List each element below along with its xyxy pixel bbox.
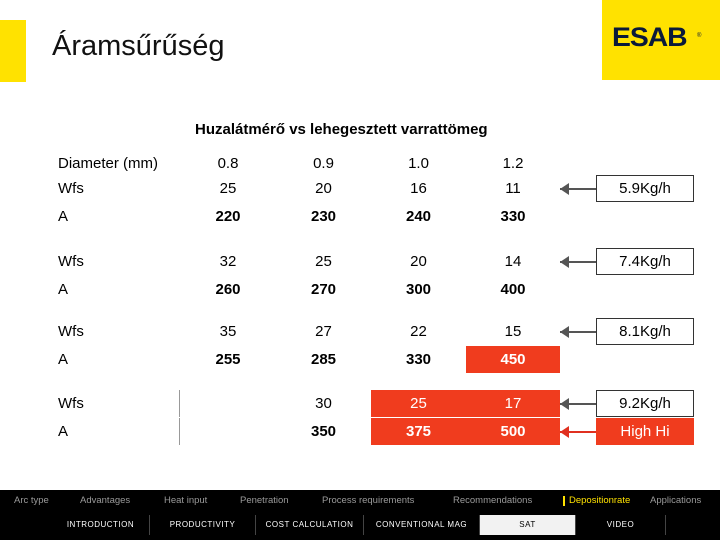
amps-label: A <box>58 208 69 225</box>
wfs-cell: 25 <box>219 180 237 197</box>
wfs-cell: 27 <box>315 323 332 340</box>
wfs-cell: 15 <box>504 323 522 340</box>
amps-cell: 220 <box>215 208 241 225</box>
header-row <box>52 150 560 177</box>
high-rate-box: High Hi <box>596 418 694 445</box>
page-title: Áramsűrűség <box>52 30 225 62</box>
table-row-wfs <box>52 318 560 345</box>
table-row-amps <box>52 418 560 445</box>
wfs-label: Wfs <box>58 253 84 270</box>
wfs-cell: 35 <box>219 323 237 340</box>
table-row-amps <box>52 276 560 303</box>
footer-section-nav <box>0 515 720 537</box>
wfs-cell: 32 <box>219 253 237 270</box>
wfs-cell: 20 <box>410 253 427 270</box>
amps-label: A <box>58 281 69 298</box>
left-arrow-icon <box>560 331 596 333</box>
nav-conventional-mag[interactable]: CONVENTIONAL MAG <box>364 515 480 535</box>
registered-mark: ® <box>697 33 702 39</box>
left-arrow-icon <box>560 261 596 263</box>
wfs-label: Wfs <box>58 323 84 340</box>
nav-sat[interactable]: SAT <box>480 515 576 535</box>
table-row-amps <box>52 346 560 373</box>
left-arrow-icon <box>560 403 596 405</box>
wfs-cell-empty <box>180 390 276 417</box>
left-arrow-icon <box>560 188 596 190</box>
deposition-rate-box: 5.9Kg/h <box>596 175 694 202</box>
wfs-cell: 11 <box>505 180 521 197</box>
nav-depositionrate[interactable]: Depositionrate <box>569 495 631 506</box>
amps-cell: 300 <box>405 281 432 298</box>
nav-heat-input[interactable]: Heat input <box>164 495 208 506</box>
wfs-cell: 25 <box>315 253 332 270</box>
diameter-cell: 1.0 <box>408 155 429 172</box>
amps-cell-highlight: 375 <box>371 418 466 445</box>
deposition-rate-box: 8.1Kg/h <box>596 318 694 345</box>
amps-label: A <box>52 418 180 445</box>
diameter-cell: 1.2 <box>502 155 524 172</box>
nav-recommendations[interactable]: Recommendations <box>453 495 533 506</box>
nav-introduction[interactable]: INTRODUCTION <box>52 515 150 535</box>
table-row-wfs <box>52 248 560 275</box>
logo-text: ESAB <box>612 22 687 52</box>
amps-cell: 400 <box>500 281 526 298</box>
left-arrow-icon <box>560 431 596 433</box>
amps-cell: 330 <box>405 351 432 368</box>
nav-applications[interactable]: Applications <box>650 495 702 506</box>
amps-cell-highlight: 450 <box>466 346 560 373</box>
title-accent-bar <box>0 20 26 82</box>
nav-video[interactable]: VIDEO <box>576 515 666 535</box>
amps-cell: 230 <box>310 208 337 225</box>
nav-process-requirements[interactable]: Process requirements <box>322 495 415 506</box>
wfs-cell: 30 <box>315 395 332 412</box>
diameter-label: Diameter (mm) <box>58 155 158 172</box>
deposition-rate-box: 7.4Kg/h <box>596 248 694 275</box>
nav-penetration[interactable]: Penetration <box>240 495 289 506</box>
diameter-cell: 0.8 <box>217 155 239 172</box>
amps-cell: 330 <box>500 208 526 225</box>
footer-topic-nav <box>0 495 720 513</box>
nav-cost-calculation[interactable]: COST CALCULATION <box>256 515 364 535</box>
wfs-cell: 22 <box>410 323 427 340</box>
wfs-cell-highlight: 17 <box>466 390 560 417</box>
deposition-rate-box: 9.2Kg/h <box>596 390 694 417</box>
amps-label: A <box>58 351 69 368</box>
amps-cell: 240 <box>405 208 432 225</box>
amps-cell-highlight: 500 <box>466 418 560 445</box>
wfs-label: Wfs <box>52 390 180 417</box>
amps-cell: 285 <box>310 351 337 368</box>
table-subtitle: Huzalátmérő vs lehegesztett varrattömeg <box>195 121 488 138</box>
table-row-wfs <box>52 390 560 417</box>
wfs-cell: 14 <box>504 253 522 270</box>
nav-productivity[interactable]: PRODUCTIVITY <box>150 515 256 535</box>
wfs-label: Wfs <box>58 180 84 197</box>
wfs-cell: 20 <box>315 180 332 197</box>
amps-cell: 270 <box>310 281 337 298</box>
wfs-cell-highlight: 25 <box>371 390 466 417</box>
amps-cell: 350 <box>310 423 337 440</box>
amps-cell: 260 <box>215 281 241 298</box>
amps-cell-empty <box>180 418 276 445</box>
esab-logo <box>602 0 720 80</box>
wfs-cell: 16 <box>410 180 427 197</box>
diameter-cell: 0.9 <box>313 155 334 172</box>
amps-cell: 255 <box>215 351 241 368</box>
nav-advantages[interactable]: Advantages <box>80 495 131 506</box>
nav-arc-type[interactable]: Arc type <box>14 495 49 506</box>
table-row-wfs <box>52 175 560 202</box>
table-row-amps <box>52 203 560 230</box>
